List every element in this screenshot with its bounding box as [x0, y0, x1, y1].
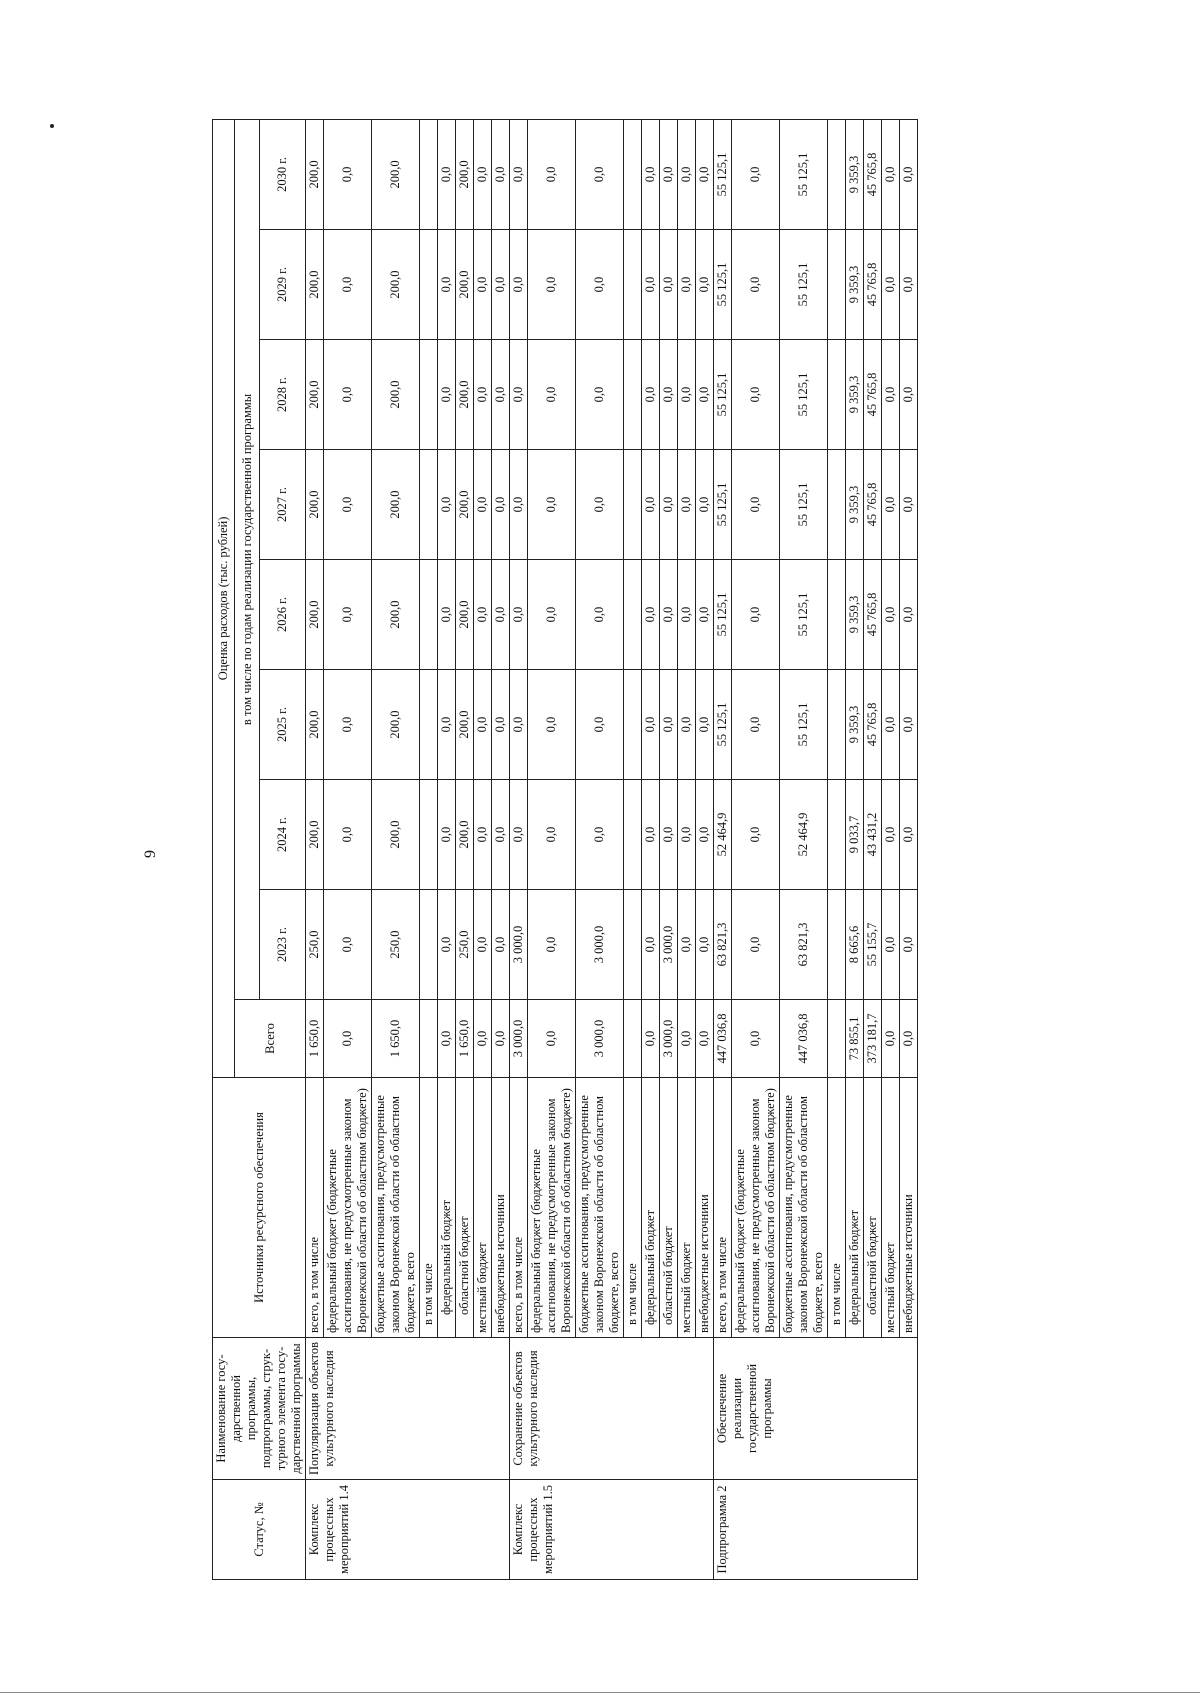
value-year: 55 125,1 — [714, 560, 732, 670]
value-year: 0,0 — [438, 450, 456, 560]
value-year: 0,0 — [324, 780, 372, 890]
value-year: 45 765,8 — [864, 670, 882, 780]
row-status: Комплекс процессных мероприятий 1.5 — [510, 1480, 714, 1580]
value-year: 0,0 — [678, 890, 696, 1000]
value-year: 0,0 — [528, 450, 576, 560]
value-year: 200,0 — [456, 670, 474, 780]
value-year: 0,0 — [660, 560, 678, 670]
value-year: 0,0 — [900, 890, 918, 1000]
value-year: 45 765,8 — [864, 230, 882, 340]
value-year: 45 765,8 — [864, 560, 882, 670]
funding-source: внебюджетные источники — [492, 1078, 510, 1338]
value-year: 0,0 — [324, 450, 372, 560]
value-year: 0,0 — [900, 340, 918, 450]
value-year: 9 359,3 — [846, 230, 864, 340]
value-year — [828, 230, 846, 340]
value-year: 0,0 — [528, 560, 576, 670]
value-year — [420, 560, 438, 670]
value-year — [420, 450, 438, 560]
value-year: 0,0 — [642, 560, 660, 670]
value-year: 0,0 — [492, 230, 510, 340]
value-total: 0,0 — [642, 1000, 660, 1078]
value-year: 0,0 — [528, 890, 576, 1000]
value-year: 55 125,1 — [780, 340, 828, 450]
value-year — [624, 340, 642, 450]
table-row — [510, 119, 528, 1579]
value-year: 0,0 — [492, 670, 510, 780]
funding-source: федеральный бюджет (бюджетные ассигнования, не предусмотренные законом Воронежской области об областном бюджете) — [732, 1078, 780, 1338]
value-year: 0,0 — [642, 780, 660, 890]
value-total: 0,0 — [900, 1000, 918, 1078]
funding-source: федеральный бюджет — [846, 1078, 864, 1338]
value-total: 0,0 — [474, 1000, 492, 1078]
value-year: 0,0 — [678, 780, 696, 890]
value-year: 200,0 — [372, 230, 420, 340]
value-total: 0,0 — [678, 1000, 696, 1078]
value-year: 9 359,3 — [846, 119, 864, 229]
value-year — [420, 119, 438, 229]
header-total: Всего — [235, 1000, 306, 1078]
value-year: 200,0 — [306, 450, 324, 560]
header-sources: Источники ресурсного обеспечения — [213, 1078, 306, 1338]
value-year: 55 125,1 — [714, 119, 732, 229]
row-name: Обеспечение реализации государственной программы — [714, 1338, 918, 1480]
value-year: 200,0 — [456, 230, 474, 340]
value-year: 0,0 — [474, 450, 492, 560]
value-total: 1 650,0 — [456, 1000, 474, 1078]
value-total: 3 000,0 — [510, 1000, 528, 1078]
value-year: 0,0 — [438, 780, 456, 890]
value-year: 0,0 — [528, 670, 576, 780]
value-total — [420, 1000, 438, 1078]
value-year: 0,0 — [660, 670, 678, 780]
value-year: 250,0 — [372, 890, 420, 1000]
value-year: 200,0 — [456, 119, 474, 229]
value-year: 200,0 — [306, 780, 324, 890]
value-year: 55 125,1 — [780, 119, 828, 229]
value-year: 55 125,1 — [780, 450, 828, 560]
value-year — [828, 119, 846, 229]
value-year: 0,0 — [510, 230, 528, 340]
value-year: 0,0 — [678, 119, 696, 229]
funding-source: бюджетные ассигнования, предусмотренные законом Воронежской области об областном бюджете, всего — [372, 1078, 420, 1338]
value-total: 0,0 — [732, 1000, 780, 1078]
header-status: Статус, № — [213, 1480, 306, 1580]
value-year: 0,0 — [678, 450, 696, 560]
value-year: 3 000,0 — [576, 890, 624, 1000]
value-year: 0,0 — [510, 450, 528, 560]
value-year: 200,0 — [372, 670, 420, 780]
value-year: 45 765,8 — [864, 340, 882, 450]
value-year: 200,0 — [306, 670, 324, 780]
value-year: 0,0 — [438, 670, 456, 780]
value-year: 0,0 — [492, 780, 510, 890]
value-year: 0,0 — [510, 560, 528, 670]
value-year: 0,0 — [642, 230, 660, 340]
value-year — [420, 340, 438, 450]
value-year: 0,0 — [660, 780, 678, 890]
value-year: 0,0 — [438, 560, 456, 670]
value-year: 0,0 — [438, 119, 456, 229]
value-year: 0,0 — [732, 119, 780, 229]
bottom-rule — [0, 1692, 1200, 1693]
value-year: 0,0 — [576, 119, 624, 229]
value-year: 0,0 — [474, 670, 492, 780]
value-year: 3 000,0 — [510, 890, 528, 1000]
value-year: 0,0 — [324, 560, 372, 670]
funding-source: федеральный бюджет (бюджетные ассигнования, не предусмотренные законом Воронежской области об областном бюджете) — [324, 1078, 372, 1338]
funding-source: всего, в том числе — [714, 1078, 732, 1338]
value-total: 0,0 — [438, 1000, 456, 1078]
value-year: 0,0 — [882, 340, 900, 450]
value-year: 0,0 — [732, 450, 780, 560]
value-year: 200,0 — [306, 340, 324, 450]
row-status: Подпрограмма 2 — [714, 1480, 918, 1580]
value-year: 52 464,9 — [714, 780, 732, 890]
funding-source: областной бюджет — [660, 1078, 678, 1338]
value-year: 200,0 — [372, 450, 420, 560]
funding-source: федеральный бюджет (бюджетные ассигнования, не предусмотренные законом Воронежской области об областном бюджете) — [528, 1078, 576, 1338]
value-total — [828, 1000, 846, 1078]
value-year: 0,0 — [732, 560, 780, 670]
value-year — [828, 670, 846, 780]
value-year — [420, 780, 438, 890]
value-year: 0,0 — [660, 119, 678, 229]
value-year: 55 155,7 — [864, 890, 882, 1000]
value-year: 0,0 — [882, 119, 900, 229]
value-year: 0,0 — [732, 890, 780, 1000]
value-year: 200,0 — [372, 560, 420, 670]
value-year: 0,0 — [642, 340, 660, 450]
value-year: 0,0 — [474, 340, 492, 450]
value-year: 55 125,1 — [714, 230, 732, 340]
value-year: 0,0 — [576, 560, 624, 670]
value-year: 9 033,7 — [846, 780, 864, 890]
value-year: 250,0 — [306, 890, 324, 1000]
value-year: 0,0 — [492, 890, 510, 1000]
header-name: Наименование госу-дарственной программы, подпрограммы, струк-турного элемента госу-дарственной программы — [213, 1338, 306, 1480]
funding-source: федеральный бюджет — [438, 1078, 456, 1338]
value-year: 63 821,3 — [714, 890, 732, 1000]
funding-source: областной бюджет — [456, 1078, 474, 1338]
value-year: 0,0 — [492, 119, 510, 229]
value-year — [420, 670, 438, 780]
value-year: 0,0 — [492, 340, 510, 450]
value-year: 0,0 — [492, 560, 510, 670]
value-year — [420, 890, 438, 1000]
value-year: 55 125,1 — [714, 340, 732, 450]
value-year: 200,0 — [456, 560, 474, 670]
header-year: 2023 г. — [260, 890, 306, 1000]
value-year: 43 431,2 — [864, 780, 882, 890]
value-year: 0,0 — [474, 560, 492, 670]
value-year: 0,0 — [528, 119, 576, 229]
row-status: Комплекс процессных мероприятий 1.4 — [306, 1480, 510, 1580]
value-year: 0,0 — [642, 890, 660, 1000]
header-year: 2028 г. — [260, 340, 306, 450]
value-total: 1 650,0 — [372, 1000, 420, 1078]
funding-source: в том числе — [828, 1078, 846, 1338]
value-year: 9 359,3 — [846, 560, 864, 670]
value-year: 0,0 — [474, 890, 492, 1000]
value-year: 200,0 — [306, 119, 324, 229]
value-year: 0,0 — [642, 119, 660, 229]
value-year: 3 000,0 — [660, 890, 678, 1000]
value-year: 0,0 — [882, 230, 900, 340]
value-year — [828, 780, 846, 890]
value-total: 0,0 — [696, 1000, 714, 1078]
value-year: 0,0 — [882, 780, 900, 890]
value-year: 200,0 — [306, 230, 324, 340]
value-year: 0,0 — [882, 890, 900, 1000]
table-row — [714, 119, 732, 1579]
value-year: 0,0 — [696, 340, 714, 450]
value-year: 0,0 — [900, 230, 918, 340]
value-year: 0,0 — [510, 780, 528, 890]
value-total: 3 000,0 — [660, 1000, 678, 1078]
value-year: 0,0 — [900, 450, 918, 560]
value-year: 55 125,1 — [714, 450, 732, 560]
value-total: 1 650,0 — [306, 1000, 324, 1078]
value-year: 0,0 — [900, 780, 918, 890]
value-year: 0,0 — [474, 119, 492, 229]
value-year: 250,0 — [456, 890, 474, 1000]
value-year: 0,0 — [510, 340, 528, 450]
value-year: 0,0 — [576, 780, 624, 890]
value-year: 0,0 — [438, 340, 456, 450]
value-year: 200,0 — [456, 780, 474, 890]
value-year: 0,0 — [900, 119, 918, 229]
value-year: 0,0 — [732, 340, 780, 450]
value-year: 0,0 — [474, 230, 492, 340]
value-year: 0,0 — [324, 670, 372, 780]
row-name: Сохранение объектов культурного наследия — [510, 1338, 714, 1480]
value-total: 73 855,1 — [846, 1000, 864, 1078]
value-year — [624, 119, 642, 229]
funding-source: федеральный бюджет — [642, 1078, 660, 1338]
value-year: 0,0 — [678, 230, 696, 340]
value-year: 0,0 — [528, 230, 576, 340]
value-year — [828, 450, 846, 560]
value-year: 0,0 — [696, 450, 714, 560]
value-year: 0,0 — [882, 670, 900, 780]
value-year: 0,0 — [438, 890, 456, 1000]
value-year: 200,0 — [306, 560, 324, 670]
value-year: 0,0 — [678, 340, 696, 450]
value-year: 9 359,3 — [846, 670, 864, 780]
value-total: 447 036,8 — [714, 1000, 732, 1078]
value-year: 0,0 — [678, 560, 696, 670]
header-year: 2024 г. — [260, 780, 306, 890]
value-total: 3 000,0 — [576, 1000, 624, 1078]
value-year: 0,0 — [882, 450, 900, 560]
value-year: 200,0 — [372, 340, 420, 450]
funding-source: местный бюджет — [474, 1078, 492, 1338]
value-year: 9 359,3 — [846, 450, 864, 560]
budget-table — [212, 119, 918, 1580]
value-year: 0,0 — [696, 119, 714, 229]
funding-source: местный бюджет — [882, 1078, 900, 1338]
header-year: 2029 г. — [260, 230, 306, 340]
value-year: 0,0 — [576, 450, 624, 560]
value-year: 200,0 — [372, 780, 420, 890]
value-year — [624, 780, 642, 890]
value-year: 0,0 — [324, 890, 372, 1000]
value-year — [828, 560, 846, 670]
value-year: 200,0 — [456, 450, 474, 560]
value-total: 0,0 — [882, 1000, 900, 1078]
funding-source: всего, в том числе — [306, 1078, 324, 1338]
value-total: 447 036,8 — [780, 1000, 828, 1078]
value-year: 55 125,1 — [780, 230, 828, 340]
value-year: 8 665,6 — [846, 890, 864, 1000]
funding-source: бюджетные ассигнования, предусмотренные законом Воронежской области об областном бюджете, всего — [576, 1078, 624, 1338]
value-year — [828, 340, 846, 450]
value-year: 55 125,1 — [714, 670, 732, 780]
value-year — [624, 230, 642, 340]
value-year: 200,0 — [372, 119, 420, 229]
row-name: Популяризация объектов культурного наследия — [306, 1338, 510, 1480]
value-year: 52 464,9 — [780, 780, 828, 890]
value-year: 0,0 — [576, 670, 624, 780]
value-year: 0,0 — [492, 450, 510, 560]
page-number: 9 — [142, 850, 159, 858]
value-year: 0,0 — [324, 340, 372, 450]
value-year: 0,0 — [660, 340, 678, 450]
value-year: 0,0 — [660, 450, 678, 560]
header-estimate: Оценка расходов (тыс. рублей) — [213, 119, 235, 1077]
value-year: 0,0 — [576, 340, 624, 450]
value-year: 0,0 — [438, 230, 456, 340]
value-year: 0,0 — [510, 670, 528, 780]
value-year: 0,0 — [660, 230, 678, 340]
table-row — [306, 119, 324, 1579]
value-total: 0,0 — [324, 1000, 372, 1078]
funding-source: всего, в том числе — [510, 1078, 528, 1338]
value-year: 0,0 — [678, 670, 696, 780]
value-year: 0,0 — [528, 780, 576, 890]
value-year — [828, 890, 846, 1000]
funding-source: в том числе — [624, 1078, 642, 1338]
value-year: 0,0 — [510, 119, 528, 229]
value-year: 0,0 — [732, 670, 780, 780]
value-year: 0,0 — [696, 780, 714, 890]
value-year: 0,0 — [732, 780, 780, 890]
value-year — [420, 230, 438, 340]
funding-source: местный бюджет — [678, 1078, 696, 1338]
value-year: 0,0 — [882, 560, 900, 670]
value-year — [624, 890, 642, 1000]
value-year — [624, 670, 642, 780]
value-year: 0,0 — [696, 670, 714, 780]
value-year: 63 821,3 — [780, 890, 828, 1000]
value-total: 373 181,7 — [864, 1000, 882, 1078]
value-total: 0,0 — [492, 1000, 510, 1078]
value-year: 0,0 — [576, 230, 624, 340]
header-year: 2026 г. — [260, 560, 306, 670]
value-total — [624, 1000, 642, 1078]
value-year: 55 125,1 — [780, 670, 828, 780]
budget-table-container — [212, 120, 1092, 1580]
funding-source: областной бюджет — [864, 1078, 882, 1338]
value-year: 0,0 — [324, 230, 372, 340]
value-year: 45 765,8 — [864, 450, 882, 560]
value-year: 45 765,8 — [864, 119, 882, 229]
value-year: 200,0 — [456, 340, 474, 450]
value-year: 0,0 — [642, 450, 660, 560]
page-dot — [50, 124, 54, 128]
header-year: 2025 г. — [260, 670, 306, 780]
funding-source: внебюджетные источники — [696, 1078, 714, 1338]
funding-source: бюджетные ассигнования, предусмотренные законом Воронежской области об областном бюджете, всего — [780, 1078, 828, 1338]
value-year: 0,0 — [474, 780, 492, 890]
value-year: 0,0 — [324, 119, 372, 229]
header-by-years: в том числе по годам реализации государственной программы — [235, 119, 260, 999]
value-total: 0,0 — [528, 1000, 576, 1078]
value-year: 0,0 — [642, 670, 660, 780]
header-year: 2030 г. — [260, 119, 306, 229]
value-year — [624, 450, 642, 560]
value-year: 0,0 — [900, 670, 918, 780]
funding-source: в том числе — [420, 1078, 438, 1338]
value-year: 0,0 — [732, 230, 780, 340]
value-year: 0,0 — [696, 560, 714, 670]
value-year — [624, 560, 642, 670]
value-year: 0,0 — [528, 340, 576, 450]
value-year: 0,0 — [696, 230, 714, 340]
funding-source: внебюджетные источники — [900, 1078, 918, 1338]
value-year: 9 359,3 — [846, 340, 864, 450]
value-year: 55 125,1 — [780, 560, 828, 670]
header-year: 2027 г. — [260, 450, 306, 560]
value-year: 0,0 — [900, 560, 918, 670]
value-year: 0,0 — [696, 890, 714, 1000]
